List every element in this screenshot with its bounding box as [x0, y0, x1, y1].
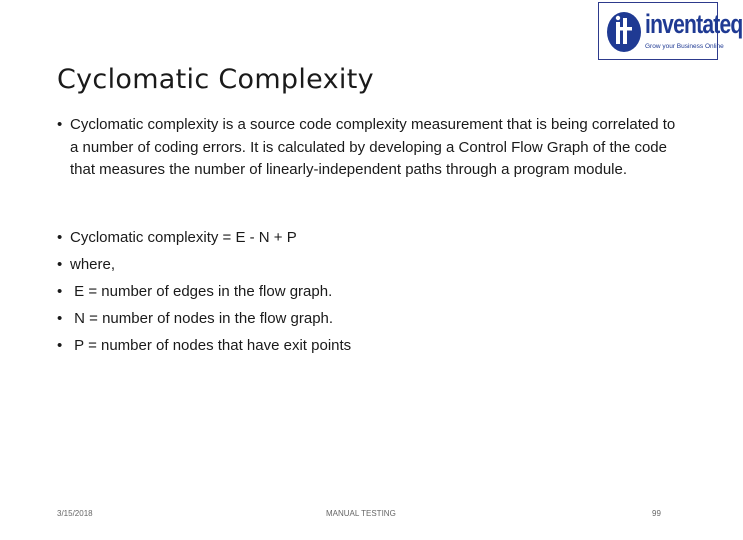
intro-text: Cyclomatic complexity is a source code complexity measurement that is being correlated to a number of coding errors. It is calculated by developing a Control Flow Graph of the code that measures the number of linearly-independent paths through a program module.: [70, 116, 676, 178]
logo-wordmark: inventateq: [645, 9, 743, 39]
list-item-text: where,: [70, 256, 116, 273]
page-number: 99: [652, 509, 661, 518]
company-logo: [598, 2, 743, 60]
logo-emblem-icon: [607, 12, 641, 52]
list-item-text: P = number of nodes that have exit points: [70, 337, 352, 354]
slide-title: Cyclomatic Complexity: [57, 64, 374, 95]
bullet-marker: •: [57, 229, 63, 246]
bullet-marker: •: [57, 256, 63, 273]
intro-paragraph: [57, 114, 677, 182]
list-item-text: E = number of edges in the flow graph.: [70, 283, 333, 300]
list-item-text: Cyclomatic complexity = E - N + P: [70, 229, 297, 246]
list-item-text: N = number of nodes in the flow graph.: [70, 310, 334, 327]
bullet-marker: •: [57, 116, 63, 133]
bullet-marker: •: [57, 337, 63, 354]
footer-title: MANUAL TESTING: [326, 509, 396, 518]
bullet-marker: •: [57, 283, 63, 300]
footer-date: 3/15/2018: [57, 509, 93, 518]
logo-tagline: Grow your Business Online: [645, 43, 724, 50]
bullet-marker: •: [57, 310, 63, 327]
